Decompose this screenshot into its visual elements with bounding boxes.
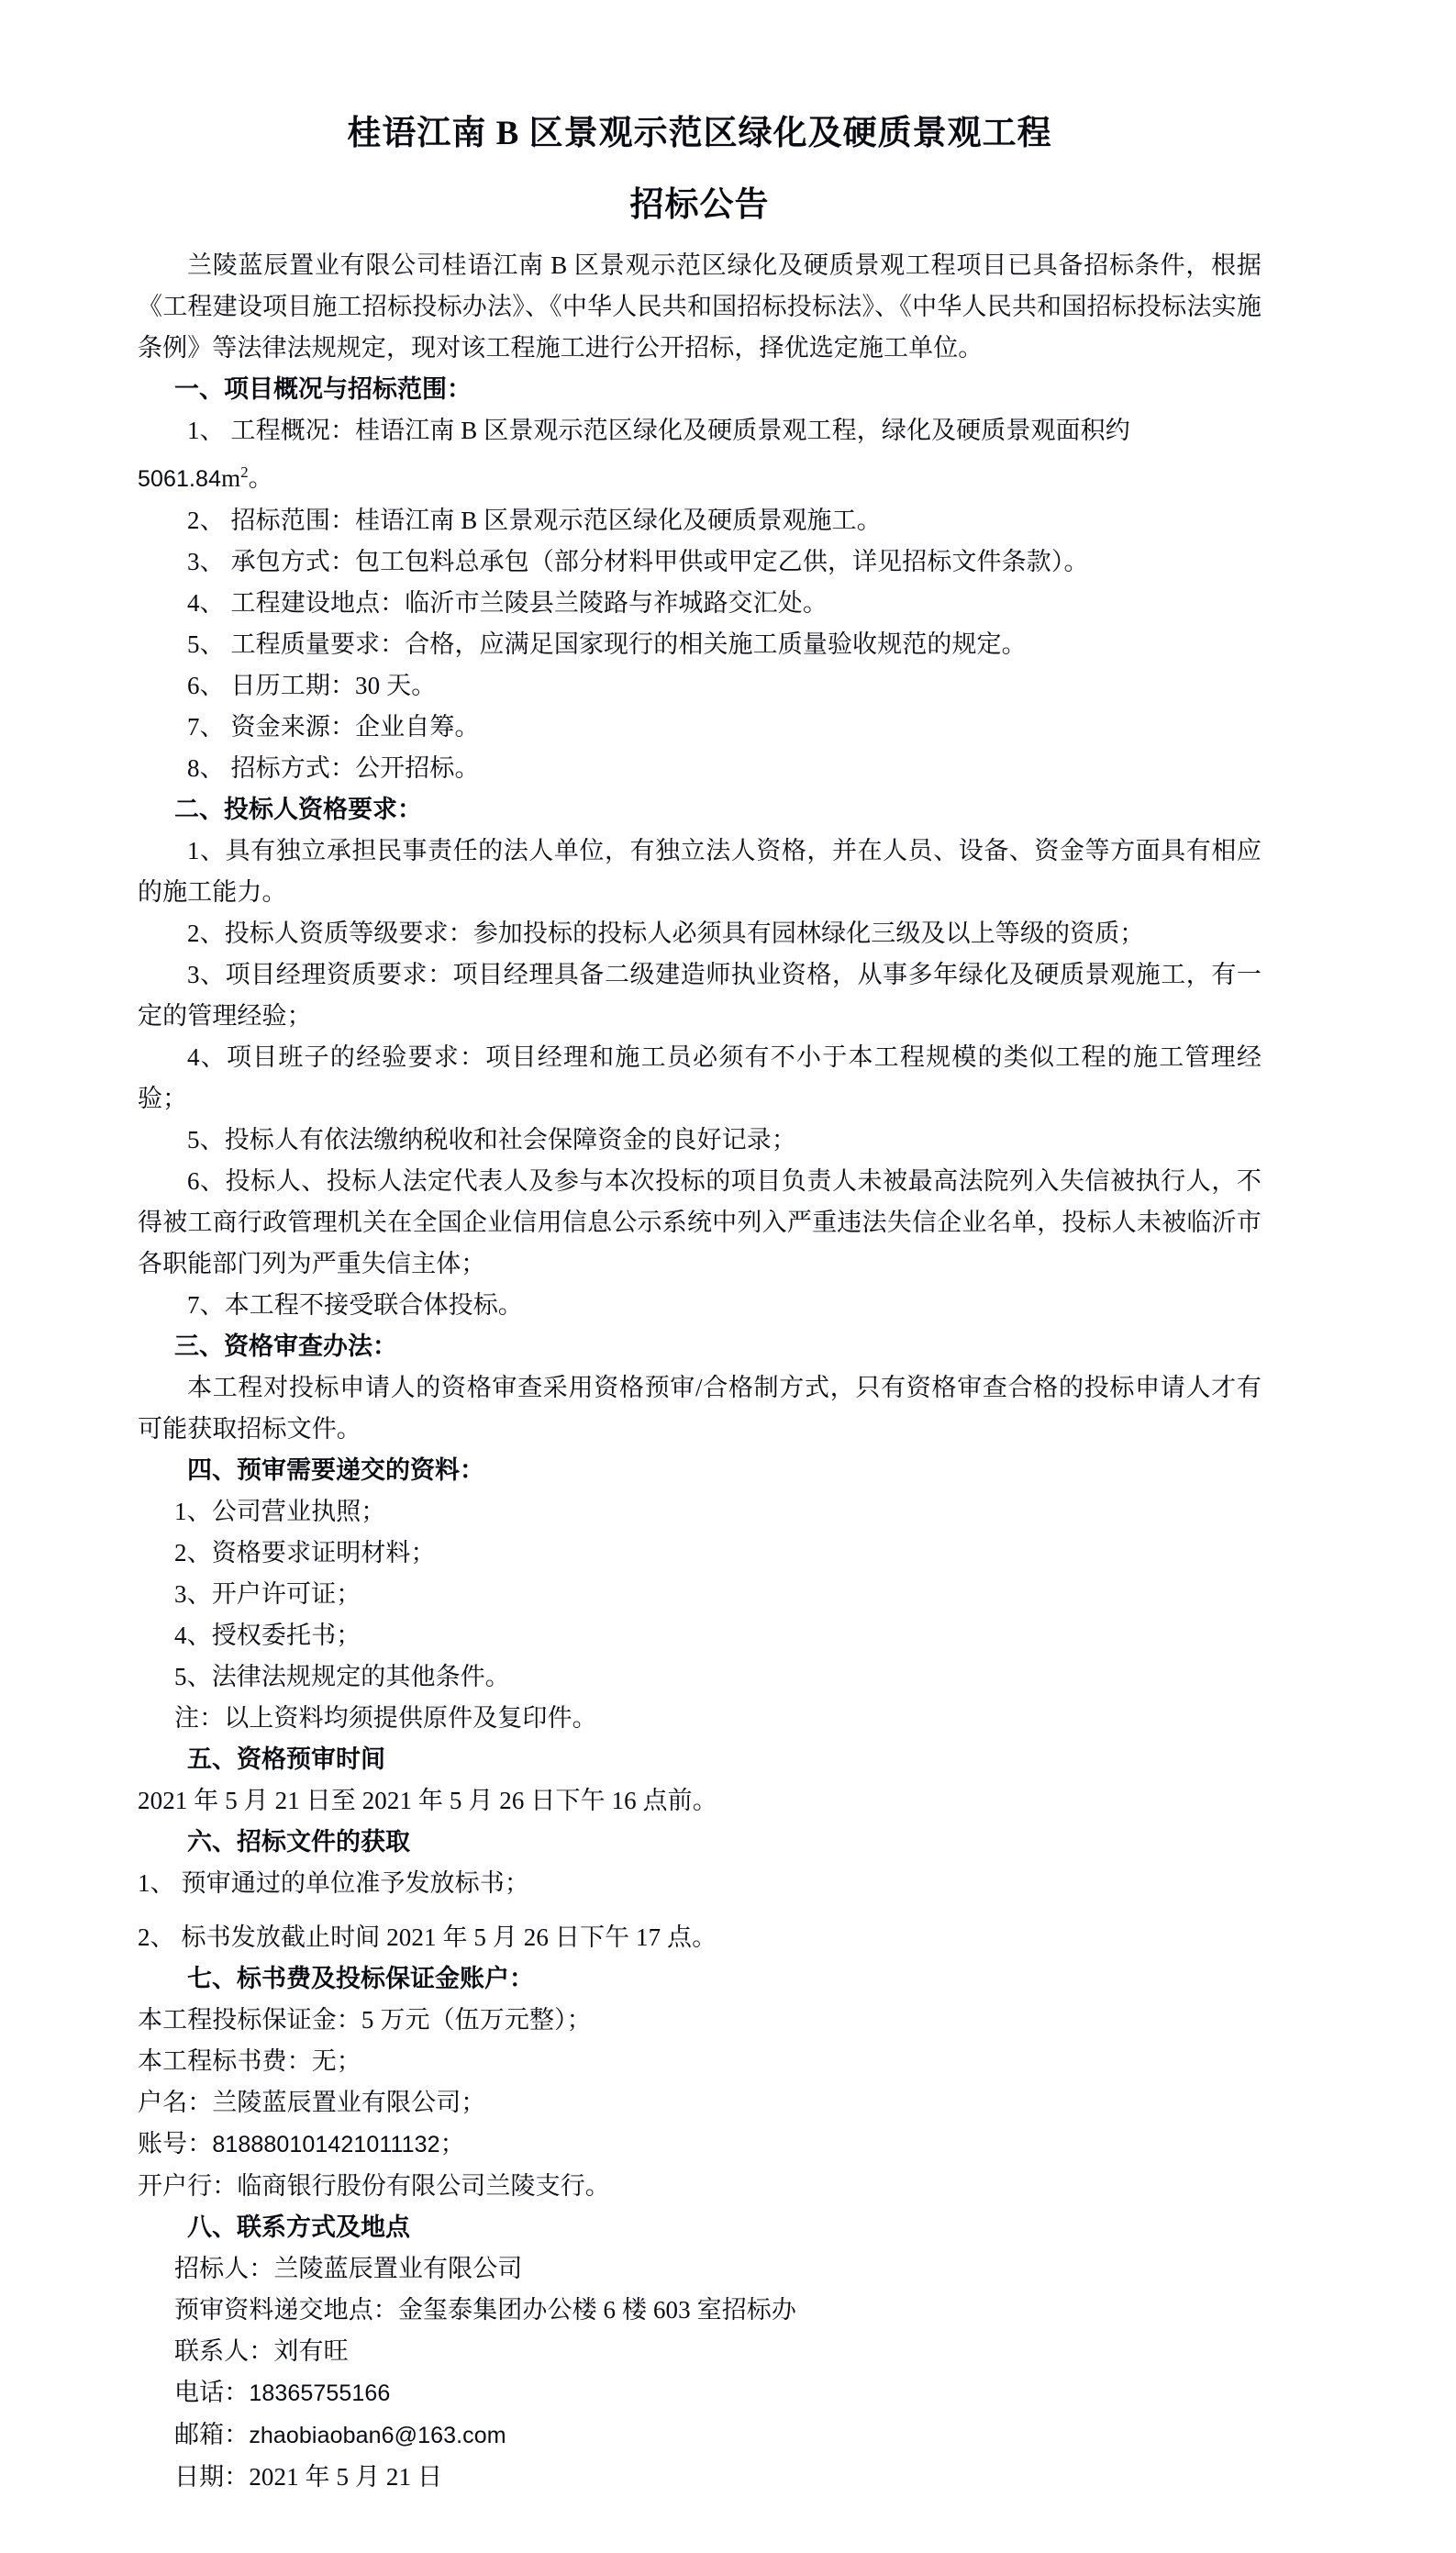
section-8-contact-person: 联系人：刘有旺 (174, 2337, 349, 2365)
account-number-value: 818880101421011132 (212, 2132, 440, 2157)
area-unit: m (221, 464, 241, 492)
date-value: 2021 年 5 月 21 日 (249, 2463, 443, 2491)
section-1-item-2: 2、 招标范围：桂语江南 B 区景观示范区绿化及硬质景观施工。 (187, 507, 882, 534)
section-4-item-5: 5、法律法规规定的其他条件。 (174, 1663, 510, 1690)
email-address[interactable]: zhaobiaoban6@163.com (249, 2423, 506, 2448)
section-4-item-1: 1、公司营业执照； (174, 1498, 386, 1525)
phone-number: 18365755166 (249, 2380, 391, 2406)
section-2-item-5: 5、投标人有依法缴纳税收和社会保障资金的良好记录； (187, 1126, 796, 1154)
date-label: 日期： (174, 2463, 250, 2491)
section-1-item-5: 5、 工程质量要求：合格，应满足国家现行的相关施工质量验收规范的规定。 (187, 630, 1027, 658)
section-2-item-4: 4、项目班子的经验要求：项目经理和施工员必须有不小于本工程规模的类似工程的施工管理经验； (138, 1043, 1261, 1112)
section-8-heading: 八、联系方式及地点 (187, 2213, 410, 2241)
section-6-item-1: 1、 预审通过的单位准予发放标书； (138, 1869, 529, 1897)
section-2-item-3: 3、项目经理资质要求：项目经理具备二级建造师执业资格，从事多年绿化及硬质景观施工，有一定的管理经验； (138, 961, 1261, 1030)
section-1-item-4: 4、 工程建设地点：临沂市兰陵县兰陵路与祚城路交汇处。 (187, 589, 828, 617)
section-6-item-2: 2、 标书发放截止时间 2021 年 5 月 26 日下午 17 点。 (138, 1923, 717, 1951)
section-1-item-7: 7、 资金来源：企业自筹。 (187, 713, 480, 741)
section-8-email-line (138, 2414, 1261, 2457)
section-4-item-4: 4、授权委托书； (174, 1622, 361, 1649)
section-3-heading: 三、资格审查办法： (174, 1332, 397, 1360)
section-5-heading: 五、资格预审时间 (187, 1745, 385, 1773)
section-2-heading: 二、投标人资格要求： (174, 796, 422, 823)
area-unit-exponent: 2 (240, 463, 249, 481)
section-4-item-3: 3、开户许可证； (174, 1580, 361, 1608)
area-period: 。 (248, 464, 273, 492)
area-value: 5061.84 (138, 466, 222, 492)
account-number-label: 账号： (138, 2130, 213, 2157)
section-7-heading: 七、标书费及投标保证金账户： (187, 1965, 534, 1992)
section-1-heading: 一、项目概况与招标范围： (174, 375, 472, 403)
section-1-area-line (138, 452, 1261, 500)
section-2-item-6: 6、投标人、投标人法定代表人及参与本次投标的项目负责人未被最高法院列入失信被执行人，不得被工商行政管理机关在全国企业信用信息公示系统中列入严重违法失信企业名单，投标人未被临沂市各职能部门列为严重失信主体； (138, 1167, 1261, 1277)
section-7-deposit: 本工程投标保证金：5 万元（伍万元整）； (138, 2006, 592, 2034)
section-2-item-7: 7、本工程不接受联合体投标。 (187, 1291, 523, 1319)
section-4-note: 注：以上资料均须提供原件及复印件。 (174, 1704, 597, 1732)
section-3-body: 本工程对投标申请人的资格审查采用资格预审/合格制方式，只有资格审查合格的投标申请人才有可能获取招标文件。 (138, 1374, 1261, 1443)
section-1-item-1 (138, 410, 1261, 500)
page-title: 桂语江南 B 区景观示范区绿化及硬质景观工程 (347, 115, 1052, 152)
section-1-item-3: 3、 承包方式：包工包料总承包（部分材料甲供或甲定乙供，详见招标文件条款）。 (187, 548, 1089, 575)
section-1-item-6: 6、 日历工期：30 天。 (187, 672, 437, 699)
section-4-item-2: 2、资格要求证明材料； (174, 1539, 436, 1566)
section-4-heading: 四、预审需要递交的资料： (187, 1456, 484, 1484)
section-8-tenderer: 招标人：兰陵蓝辰置业有限公司 (174, 2255, 523, 2282)
section-6-heading: 六、招标文件的获取 (187, 1828, 410, 1856)
section-5-body: 2021 年 5 月 21 日至 2021 年 5 月 26 日下午 16 点前。 (138, 1787, 717, 1814)
section-8-date-line (138, 2457, 1261, 2498)
section-2-item-1: 1、具有独立承担民事责任的法人单位，有独立法人资格，并在人员、设备、资金等方面具有相应的施工能力。 (138, 837, 1261, 906)
section-1-item-8: 8、 招标方式：公开招标。 (187, 754, 480, 782)
section-2-item-2: 2、投标人资质等级要求：参加投标的投标人必须具有园林绿化三级及以上等级的资质； (187, 920, 1145, 947)
email-label: 邮箱： (174, 2421, 250, 2448)
intro-paragraph: 兰陵蓝辰置业有限公司桂语江南 B 区景观示范区绿化及硬质景观工程项目已具备招标条件，根据《工程建设项目施工招标投标办法》、《中华人民共和国招标投标法》、《中华人民共和国招标投标法实施条例》等法律法规规定，现对该工程施工进行公开招标，择优选定施工单位。 (138, 251, 1261, 362)
phone-label: 电话： (174, 2379, 250, 2406)
section-8-delivery-address: 预审资料递交地点：金玺泰集团办公楼 6 楼 603 室招标办 (174, 2296, 796, 2324)
section-8-phone-line (138, 2372, 1261, 2414)
section-7-account-name: 户名：兰陵蓝辰置业有限公司； (138, 2089, 486, 2116)
section-7-doc-fee: 本工程标书费：无； (138, 2047, 361, 2075)
section-7-bank: 开户行：临商银行股份有限公司兰陵支行。 (138, 2172, 610, 2200)
page-subtitle: 招标公告 (629, 185, 770, 224)
spacer (138, 1904, 1261, 1917)
section-7-account-number-line (138, 2124, 1261, 2166)
section-1-item-1-text: 1、 工程概况：桂语江南 B 区景观示范区绿化及硬质景观工程，绿化及硬质景观面积约 (187, 417, 1130, 444)
account-number-tail: ； (439, 2130, 465, 2157)
